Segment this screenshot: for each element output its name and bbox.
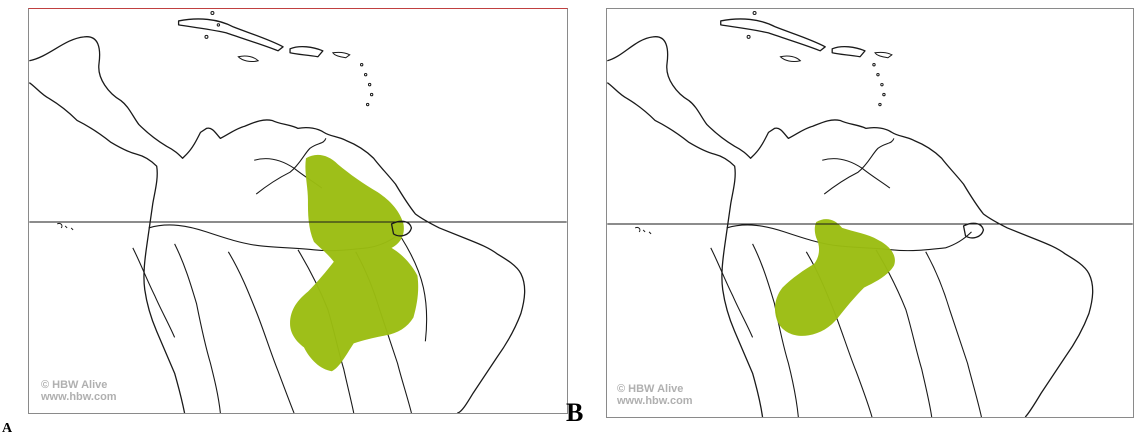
- cuba-outline: [179, 19, 283, 51]
- map-canvas-b: [607, 9, 1133, 417]
- cuba-outline: [721, 19, 825, 51]
- island-dot: [881, 83, 883, 85]
- range-map-b: [606, 8, 1134, 418]
- watermark-line2: www.hbw.com: [41, 391, 117, 403]
- galapagos-islands: [635, 227, 651, 234]
- island-dot: [883, 93, 885, 95]
- watermark-line1: © HBW Alive: [617, 383, 684, 395]
- watermark-a: [41, 379, 117, 403]
- island-dot: [211, 11, 214, 14]
- range-polygon-a: [290, 155, 418, 371]
- island-dot: [368, 83, 370, 85]
- hispaniola-outline: [832, 47, 865, 57]
- range-polygon-b: [775, 219, 895, 336]
- hispaniola-outline: [290, 47, 323, 57]
- map-canvas-a: [29, 9, 567, 413]
- jamaica-outline: [238, 56, 258, 62]
- jamaica-outline: [780, 56, 800, 62]
- watermark-line2: www.hbw.com: [617, 395, 693, 407]
- island-dot: [753, 11, 756, 14]
- panel-label-a: A: [2, 421, 13, 436]
- island-dot: [205, 35, 208, 38]
- watermark-line1: © HBW Alive: [41, 379, 108, 391]
- island-dot: [217, 24, 219, 26]
- continent-coastline-a: [29, 37, 524, 413]
- puerto-rico-outline: [875, 52, 892, 57]
- island-dot: [877, 73, 879, 75]
- watermark-b: [617, 383, 693, 407]
- island-dot: [366, 103, 368, 105]
- range-map-a: [28, 8, 568, 414]
- island-dot: [364, 73, 366, 75]
- island-dot: [747, 35, 750, 38]
- island-dot: [360, 64, 362, 66]
- island-dot: [873, 64, 875, 66]
- tributary-b4: [926, 252, 982, 417]
- continent-coastline-b: [607, 37, 1092, 417]
- island-dot: [879, 103, 881, 105]
- tributary-a2: [228, 252, 294, 413]
- island-dot: [370, 93, 372, 95]
- marajo-island: [964, 223, 984, 238]
- puerto-rico-outline: [333, 52, 350, 57]
- galapagos-islands: [57, 223, 73, 230]
- panel-label-b: B: [566, 398, 584, 427]
- tributary-a1: [175, 244, 221, 413]
